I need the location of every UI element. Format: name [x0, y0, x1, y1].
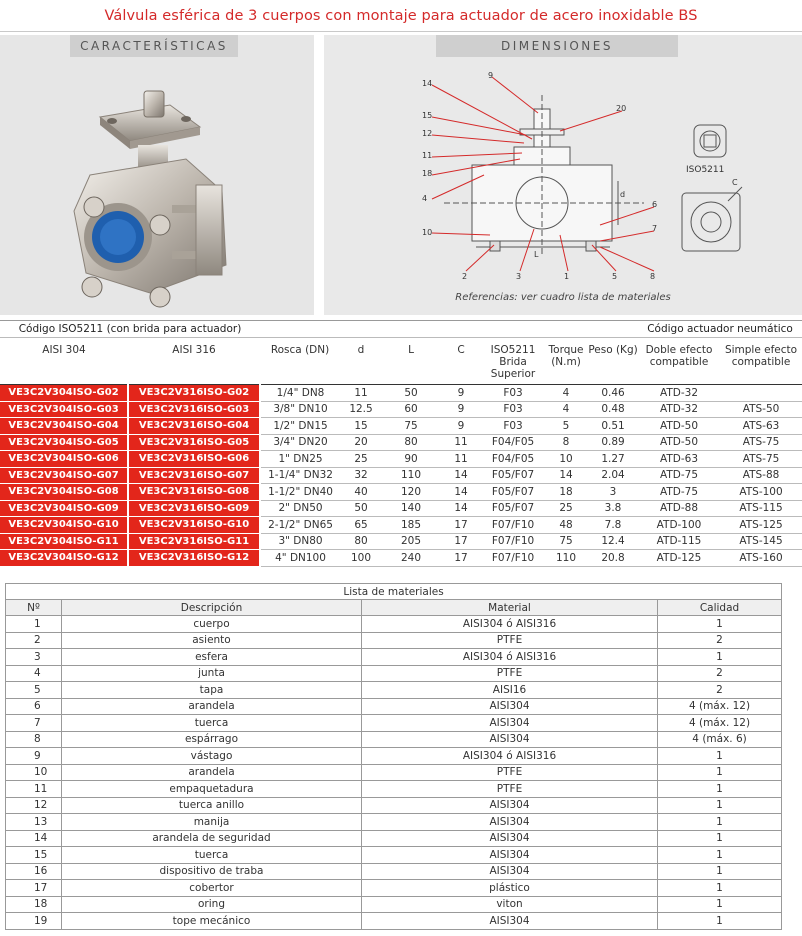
- item-number: 18: [6, 896, 62, 913]
- spec-cell: 60: [382, 401, 440, 418]
- spec-cell: 2-1/2" DN65: [260, 517, 340, 534]
- callout-15: 15: [422, 111, 433, 120]
- item-description: tuerca: [62, 847, 362, 864]
- dim-d: d: [620, 190, 626, 199]
- materials-row: [6, 830, 782, 847]
- product-code: VE3C2V304ISO-G02: [0, 385, 128, 402]
- callout-14: 14: [422, 79, 433, 88]
- item-quantity: 4 (máx. 12): [658, 715, 782, 732]
- spec-cell: 80: [340, 533, 382, 550]
- spec-cell: 75: [382, 418, 440, 435]
- spec-group-right: Código actuador neumático: [638, 321, 802, 338]
- item-number: 13: [6, 814, 62, 831]
- spec-row: [0, 418, 802, 435]
- spec-col-header: AISI 316: [128, 338, 260, 385]
- spec-cell: ATD-32: [638, 401, 720, 418]
- materials-row: [6, 764, 782, 781]
- spec-row: [0, 500, 802, 517]
- spec-cell: 80: [382, 434, 440, 451]
- item-description: tuerca anillo: [62, 797, 362, 814]
- item-material: AISI304 ó AISI316: [362, 616, 658, 633]
- spec-cell: 1/4" DN8: [260, 385, 340, 402]
- item-number: 8: [6, 731, 62, 748]
- product-code: VE3C2V304ISO-G06: [0, 451, 128, 468]
- materials-caption: Lista de materiales: [6, 584, 782, 600]
- spec-cell: F07/F10: [482, 533, 544, 550]
- spec-cell: 100: [340, 550, 382, 567]
- materials-table: [5, 583, 782, 930]
- product-code: VE3C2V304ISO-G04: [0, 418, 128, 435]
- spec-cell: 40: [340, 484, 382, 501]
- spec-cell: 9: [440, 401, 482, 418]
- spec-cell: 50: [382, 385, 440, 402]
- item-number: 17: [6, 880, 62, 897]
- spec-cell: ATS-75: [720, 434, 802, 451]
- spec-cell: 11: [340, 385, 382, 402]
- callout-12: 12: [422, 129, 433, 138]
- materials-row: [6, 748, 782, 765]
- spec-cell: 17: [440, 533, 482, 550]
- spec-cell: 0.48: [588, 401, 638, 418]
- spec-cell: F05/F07: [482, 500, 544, 517]
- spec-cell: ATD-63: [638, 451, 720, 468]
- item-quantity: 1: [658, 896, 782, 913]
- dimensions-panel: [324, 35, 802, 315]
- item-description: arandela: [62, 764, 362, 781]
- item-description: espárrago: [62, 731, 362, 748]
- callout-1: 1: [564, 272, 570, 281]
- callout-10: 10: [422, 228, 433, 237]
- item-quantity: 1: [658, 616, 782, 633]
- materials-col-header: Calidad: [658, 600, 782, 616]
- spec-cell: F07/F10: [482, 550, 544, 567]
- spec-cell: 1.27: [588, 451, 638, 468]
- spec-cell: 4: [544, 385, 588, 402]
- spec-row: [0, 451, 802, 468]
- callout-9: 9: [488, 71, 494, 80]
- spec-cell: ATS-160: [720, 550, 802, 567]
- spec-cell: 2" DN50: [260, 500, 340, 517]
- item-description: cobertor: [62, 880, 362, 897]
- item-material: AISI304: [362, 715, 658, 732]
- spec-cell: 185: [382, 517, 440, 534]
- spec-row: [0, 434, 802, 451]
- item-number: 10: [6, 764, 62, 781]
- item-material: AISI304: [362, 797, 658, 814]
- spec-cell: [720, 385, 802, 402]
- product-code: VE3C2V304ISO-G11: [0, 533, 128, 550]
- materials-header-row: [6, 600, 782, 616]
- callout-20: 20: [616, 104, 627, 113]
- item-number: 14: [6, 830, 62, 847]
- spec-cell: 32: [340, 467, 382, 484]
- materials-row: [6, 847, 782, 864]
- item-description: empaquetadura: [62, 781, 362, 798]
- product-code: VE3C2V304ISO-G09: [0, 500, 128, 517]
- item-number: 15: [6, 847, 62, 864]
- item-number: 6: [6, 698, 62, 715]
- item-description: esfera: [62, 649, 362, 666]
- materials-row: [6, 814, 782, 831]
- item-description: arandela de seguridad: [62, 830, 362, 847]
- spec-cell: 75: [544, 533, 588, 550]
- spec-col-header: L: [382, 338, 440, 385]
- spec-cell: 48: [544, 517, 588, 534]
- materials-row: [6, 781, 782, 798]
- spec-cell: 11: [440, 434, 482, 451]
- item-description: oring: [62, 896, 362, 913]
- product-code: VE3C2V316ISO-G11: [128, 533, 260, 550]
- materials-row: [6, 913, 782, 930]
- product-code: VE3C2V304ISO-G08: [0, 484, 128, 501]
- item-number: 5: [6, 682, 62, 699]
- product-code: VE3C2V316ISO-G07: [128, 467, 260, 484]
- item-quantity: 1: [658, 797, 782, 814]
- item-quantity: 4 (máx. 6): [658, 731, 782, 748]
- spec-cell: 12.5: [340, 401, 382, 418]
- item-quantity: 2: [658, 682, 782, 699]
- materials-row: [6, 698, 782, 715]
- spec-header-row: [0, 338, 802, 385]
- spec-cell: 25: [544, 500, 588, 517]
- callout-8: 8: [650, 272, 656, 281]
- spec-cell: F05/F07: [482, 484, 544, 501]
- spec-cell: 140: [382, 500, 440, 517]
- item-material: viton: [362, 896, 658, 913]
- materials-row: [6, 880, 782, 897]
- dim-C: C: [732, 178, 738, 187]
- spec-cell: 90: [382, 451, 440, 468]
- spec-cell: F04/F05: [482, 451, 544, 468]
- spec-col-header: Rosca (DN): [260, 338, 340, 385]
- item-number: 19: [6, 913, 62, 930]
- spec-col-header: AISI 304: [0, 338, 128, 385]
- materials-col-header: Nº: [6, 600, 62, 616]
- spec-col-header: Peso (Kg): [588, 338, 638, 385]
- item-number: 11: [6, 781, 62, 798]
- spec-col-header: Simple efecto compatible: [720, 338, 802, 385]
- item-material: AISI304 ó AISI316: [362, 649, 658, 666]
- spec-row: [0, 401, 802, 418]
- spec-cell: 14: [440, 467, 482, 484]
- spec-row: [0, 550, 802, 567]
- spec-cell: 3: [588, 484, 638, 501]
- item-material: AISI304 ó AISI316: [362, 748, 658, 765]
- item-material: PTFE: [362, 665, 658, 682]
- spec-cell: 3.8: [588, 500, 638, 517]
- callout-3: 3: [516, 272, 522, 281]
- item-material: plástico: [362, 880, 658, 897]
- iso5211-label: ISO5211: [686, 165, 725, 175]
- item-description: junta: [62, 665, 362, 682]
- spec-cell: ATS-63: [720, 418, 802, 435]
- page-title: Válvula esférica de 3 cuerpos con montaje para actuador de acero inoxidable BS: [104, 8, 698, 24]
- product-code: VE3C2V304ISO-G05: [0, 434, 128, 451]
- spec-cell: F03: [482, 418, 544, 435]
- spec-cell: 9: [440, 385, 482, 402]
- spec-cell: 20: [340, 434, 382, 451]
- callout-2: 2: [462, 272, 468, 281]
- characteristics-panel: [0, 35, 314, 315]
- materials-row: [6, 616, 782, 633]
- item-description: vástago: [62, 748, 362, 765]
- spec-cell: ATS-50: [720, 401, 802, 418]
- item-number: 7: [6, 715, 62, 732]
- spec-cell: 3" DN80: [260, 533, 340, 550]
- spec-cell: 5: [544, 418, 588, 435]
- item-number: 1: [6, 616, 62, 633]
- item-quantity: 1: [658, 781, 782, 798]
- item-material: AISI304: [362, 847, 658, 864]
- product-code: VE3C2V316ISO-G03: [128, 401, 260, 418]
- spec-cell: 8: [544, 434, 588, 451]
- spec-row: [0, 517, 802, 534]
- product-code: VE3C2V304ISO-G12: [0, 550, 128, 567]
- callout-7: 7: [652, 224, 658, 233]
- spec-cell: 0.51: [588, 418, 638, 435]
- item-quantity: 1: [658, 913, 782, 930]
- spec-cell: 3/8" DN10: [260, 401, 340, 418]
- item-quantity: 2: [658, 632, 782, 649]
- spec-cell: 50: [340, 500, 382, 517]
- item-quantity: 1: [658, 830, 782, 847]
- dimensions-tab: DIMENSIONES: [436, 35, 678, 57]
- item-number: 2: [6, 632, 62, 649]
- spec-cell: ATD-32: [638, 385, 720, 402]
- spec-cell: 0.89: [588, 434, 638, 451]
- spec-cell: 17: [440, 550, 482, 567]
- spec-cell: 11: [440, 451, 482, 468]
- item-quantity: 4 (máx. 12): [658, 698, 782, 715]
- item-number: 3: [6, 649, 62, 666]
- spec-cell: 15: [340, 418, 382, 435]
- spec-cell: ATS-145: [720, 533, 802, 550]
- item-quantity: 1: [658, 748, 782, 765]
- page-title-bar: [0, 0, 802, 32]
- dimension-drawing: [324, 35, 802, 285]
- spec-cell: 4: [544, 401, 588, 418]
- product-code: VE3C2V316ISO-G05: [128, 434, 260, 451]
- spec-cell: F04/F05: [482, 434, 544, 451]
- item-description: tope mecánico: [62, 913, 362, 930]
- reference-note: Referencias: ver cuadro lista de materiales: [455, 292, 671, 303]
- callout-4: 4: [422, 194, 428, 203]
- spec-cell: 1" DN25: [260, 451, 340, 468]
- spec-cell: ATD-125: [638, 550, 720, 567]
- item-number: 9: [6, 748, 62, 765]
- spec-cell: 205: [382, 533, 440, 550]
- valve-photo: [0, 35, 314, 315]
- spec-col-header: Torque (N.m): [544, 338, 588, 385]
- spec-col-header: Doble efecto compatible: [638, 338, 720, 385]
- spec-cell: ATS-115: [720, 500, 802, 517]
- spec-cell: 7.8: [588, 517, 638, 534]
- materials-row: [6, 715, 782, 732]
- callout-11: 11: [422, 151, 433, 160]
- spec-cell: ATS-75: [720, 451, 802, 468]
- item-quantity: 1: [658, 880, 782, 897]
- product-code: VE3C2V304ISO-G03: [0, 401, 128, 418]
- materials-body: [6, 616, 782, 930]
- item-description: arandela: [62, 698, 362, 715]
- spec-cell: 10: [544, 451, 588, 468]
- item-description: cuerpo: [62, 616, 362, 633]
- item-material: AISI304: [362, 913, 658, 930]
- product-code: VE3C2V316ISO-G08: [128, 484, 260, 501]
- dim-L: L: [534, 250, 539, 259]
- spec-cell: 110: [544, 550, 588, 567]
- materials-row: [6, 731, 782, 748]
- callout-6: 6: [652, 200, 658, 209]
- spec-cell: ATD-50: [638, 434, 720, 451]
- spec-cell: F07/F10: [482, 517, 544, 534]
- spec-cell: ATD-75: [638, 484, 720, 501]
- spec-cell: ATD-75: [638, 467, 720, 484]
- item-quantity: 1: [658, 814, 782, 831]
- item-material: AISI304: [362, 863, 658, 880]
- item-quantity: 2: [658, 665, 782, 682]
- spec-cell: ATS-125: [720, 517, 802, 534]
- spec-cell: 240: [382, 550, 440, 567]
- materials-row: [6, 649, 782, 666]
- item-description: tapa: [62, 682, 362, 699]
- item-description: asiento: [62, 632, 362, 649]
- spec-cell: 9: [440, 418, 482, 435]
- item-material: PTFE: [362, 632, 658, 649]
- spec-cell: F05/F07: [482, 467, 544, 484]
- spec-cell: 65: [340, 517, 382, 534]
- product-code: VE3C2V316ISO-G12: [128, 550, 260, 567]
- item-material: AISI16: [362, 682, 658, 699]
- item-description: manija: [62, 814, 362, 831]
- spec-cell: F03: [482, 385, 544, 402]
- item-material: AISI304: [362, 698, 658, 715]
- spec-cell: 14: [440, 500, 482, 517]
- spec-cell: ATS-88: [720, 467, 802, 484]
- spec-row: [0, 467, 802, 484]
- spec-cell: 1/2" DN15: [260, 418, 340, 435]
- spec-cell: 4" DN100: [260, 550, 340, 567]
- spec-row: [0, 385, 802, 402]
- spec-cell: 12.4: [588, 533, 638, 550]
- spec-cell: ATS-100: [720, 484, 802, 501]
- spec-cell: F03: [482, 401, 544, 418]
- spec-cell: ATD-115: [638, 533, 720, 550]
- spec-row: [0, 484, 802, 501]
- product-code: VE3C2V304ISO-G07: [0, 467, 128, 484]
- item-number: 16: [6, 863, 62, 880]
- item-number: 12: [6, 797, 62, 814]
- characteristics-tab: CARACTERÍSTICAS: [70, 35, 238, 57]
- spec-cell: 110: [382, 467, 440, 484]
- spec-cell: ATD-50: [638, 418, 720, 435]
- item-material: PTFE: [362, 781, 658, 798]
- materials-row: [6, 863, 782, 880]
- materials-col-header: Material: [362, 600, 658, 616]
- spec-cell: ATD-88: [638, 500, 720, 517]
- item-quantity: 1: [658, 764, 782, 781]
- spec-body: [0, 385, 802, 567]
- spec-cell: 1-1/4" DN32: [260, 467, 340, 484]
- spec-cell: 14: [544, 467, 588, 484]
- callout-5: 5: [612, 272, 618, 281]
- product-code: VE3C2V304ISO-G10: [0, 517, 128, 534]
- spec-cell: 18: [544, 484, 588, 501]
- spec-col-header: C: [440, 338, 482, 385]
- materials-row: [6, 682, 782, 699]
- product-code: VE3C2V316ISO-G04: [128, 418, 260, 435]
- spec-cell: 25: [340, 451, 382, 468]
- product-code: VE3C2V316ISO-G06: [128, 451, 260, 468]
- spec-col-header: ISO5211 Brida Superior: [482, 338, 544, 385]
- materials-col-header: Descripción: [62, 600, 362, 616]
- product-code: VE3C2V316ISO-G09: [128, 500, 260, 517]
- spec-cell: 3/4" DN20: [260, 434, 340, 451]
- product-code: VE3C2V316ISO-G10: [128, 517, 260, 534]
- item-quantity: 1: [658, 847, 782, 864]
- spec-row: [0, 533, 802, 550]
- item-material: AISI304: [362, 830, 658, 847]
- spec-cell: 17: [440, 517, 482, 534]
- spec-cell: 20.8: [588, 550, 638, 567]
- spec-table: [0, 320, 802, 567]
- callout-18: 18: [422, 169, 433, 178]
- spec-cell: 2.04: [588, 467, 638, 484]
- spec-group-row: [0, 321, 802, 338]
- materials-row: [6, 665, 782, 682]
- item-material: AISI304: [362, 731, 658, 748]
- item-quantity: 1: [658, 649, 782, 666]
- spec-cell: ATD-100: [638, 517, 720, 534]
- materials-row: [6, 896, 782, 913]
- spec-col-header: d: [340, 338, 382, 385]
- item-description: tuerca: [62, 715, 362, 732]
- item-material: PTFE: [362, 764, 658, 781]
- item-description: dispositivo de traba: [62, 863, 362, 880]
- item-quantity: 1: [658, 863, 782, 880]
- materials-row: [6, 632, 782, 649]
- spec-group-left: Código ISO5211 (con brida para actuador): [0, 321, 260, 338]
- item-number: 4: [6, 665, 62, 682]
- item-material: AISI304: [362, 814, 658, 831]
- spec-cell: 0.46: [588, 385, 638, 402]
- spec-cell: 120: [382, 484, 440, 501]
- spec-cell: 14: [440, 484, 482, 501]
- product-code: VE3C2V316ISO-G02: [128, 385, 260, 402]
- spec-cell: 1-1/2" DN40: [260, 484, 340, 501]
- materials-row: [6, 797, 782, 814]
